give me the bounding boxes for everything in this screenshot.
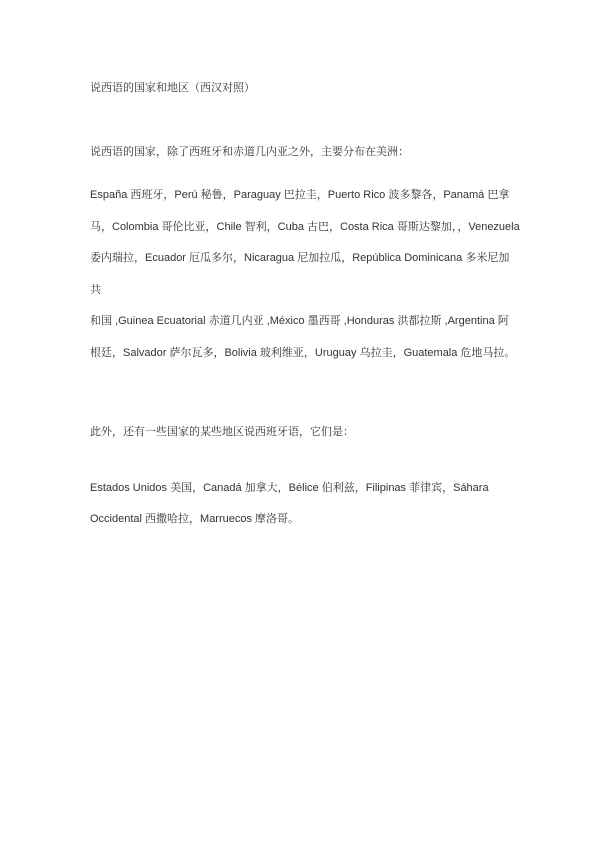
countries-line: 委内瑞拉，Ecuador 厄瓜多尔，Nicaragua 尼加拉瓜，República Dominicana 多米尼加共 xyxy=(90,252,510,296)
countries-line: 和国 ,Guinea Ecuatorial 赤道几内亚 ,México 墨西哥 ,Honduras 洪都拉斯 ,Argentina 阿 xyxy=(90,315,509,327)
intro-paragraph: 说西语的国家，除了西班牙和赤道几内亚之外，主要分布在美洲： xyxy=(90,146,409,158)
others-intro-paragraph: 此外，还有一些国家的某些地区说西班牙语，它们是： xyxy=(90,426,354,438)
countries-line: 根廷，Salvador 萨尔瓦多，Bolivia 玻利维亚，Uruguay 乌拉圭，Guatemala 危地马拉。 xyxy=(90,346,516,359)
others-paragraph xyxy=(90,473,520,535)
countries-line: 马，Colombia 哥伦比亚，Chile 智利，Cuba 古巴，Costa Rica 哥斯达黎加，，Venezuela xyxy=(90,220,520,233)
countries-paragraph xyxy=(90,180,520,369)
page-title: 说西语的国家和地区（西汉对照） xyxy=(90,82,255,94)
countries-line: España 西班牙，Perú 秘鲁，Paraguay 巴拉圭，Puerto Rico 波多黎各，Panamá 巴拿 xyxy=(90,189,510,201)
others-line: Occidental 西撒哈拉，Marruecos 摩洛哥。 xyxy=(90,513,300,525)
others-line: Estados Unidos 美国，Canadá 加拿大，Bélice 伯利兹，Filipinas 菲律宾，Sáhara xyxy=(90,482,489,494)
